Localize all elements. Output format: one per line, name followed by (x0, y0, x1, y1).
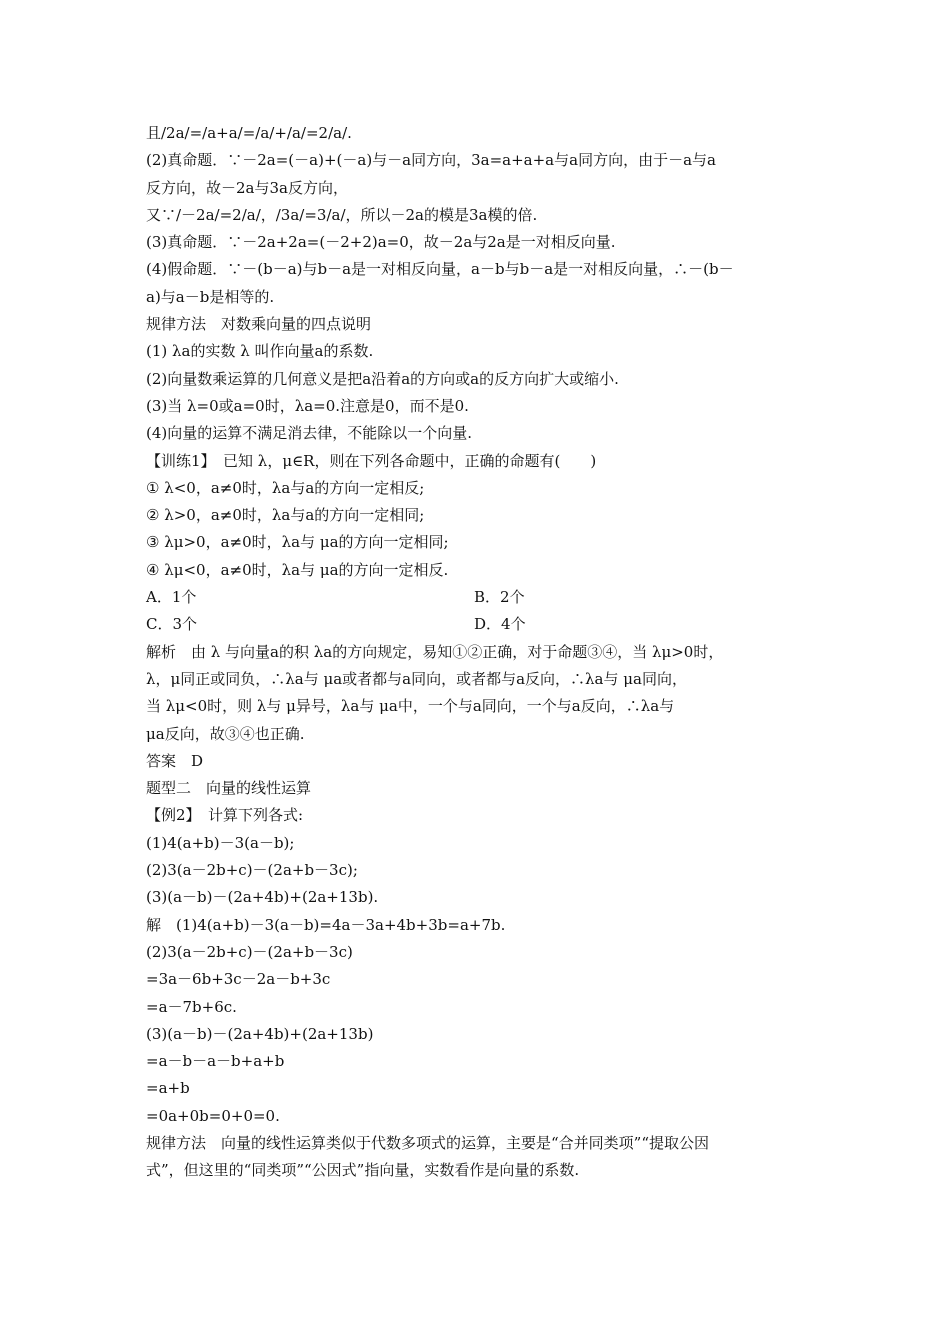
document-page (146, 120, 826, 1185)
option-c: C．3个 (146, 615, 198, 634)
text-line: λ，μ同正或同负，∴λa与 μa或者都与a同向，或者都与a反向，∴λa与 μa同向， (146, 669, 687, 688)
section-heading: 规律方法 对数乘向量的四点说明 (146, 315, 372, 334)
text-line: (1) λa的实数 λ 叫作向量a的系数. (146, 342, 374, 361)
text-line: (2)向量数乘运算的几何意义是把a沿着a的方向或a的反方向扩大或缩小. (146, 369, 619, 388)
option-b: B．2个 (474, 588, 525, 607)
text-line: (1)4(a+b)－3(a－b); (146, 833, 295, 852)
exercise-heading: 【训练1】 已知 λ，μ∈R，则在下列各命题中，正确的命题有( ) (146, 451, 597, 470)
text-line: (3)(a－b)－(2a+4b)+(2a+13b) (146, 1024, 374, 1043)
answer-options-row (146, 611, 826, 638)
text-line: 当 λμ<0时，则 λ与 μ异号，λa与 μa中，一个与a同向，一个与a反向，∴λa与 (146, 697, 675, 716)
text-line: 又∵/－2a/=2/a/，/3a/=3/a/，所以－2a的模是3a模的倍. (146, 205, 538, 224)
text-line: (3)真命题．∵－2a+2a=(－2+2)a=0，故－2a与2a是一对相反向量. (146, 233, 616, 252)
example-heading: 【例2】 计算下列各式: (146, 806, 304, 825)
answer-line: 答案 D (146, 751, 204, 770)
section-heading: 规律方法 向量的线性运算类似于代数多项式的运算，主要是“合并同类项”“提取公因 (146, 1133, 710, 1152)
text-line: =a－b－a－b+a+b (146, 1052, 285, 1071)
text-line: (2)3(a－2b+c)－(2a+b－3c); (146, 861, 358, 880)
proposition-item: ② λ>0，a≠0时，λa与a的方向一定相同; (146, 506, 425, 525)
text-line: 式”，但这里的“同类项”“公因式”指向量，实数看作是向量的系数. (146, 1161, 580, 1180)
text-line: =3a－6b+3c－2a－b+3c (146, 970, 331, 989)
text-line: (4)假命题．∵－(b－a)与b－a是一对相反向量，a－b与b－a是一对相反向量，∴－(b－ (146, 260, 734, 279)
answer-options-row (146, 584, 826, 611)
option-d: D．4个 (474, 615, 526, 634)
text-line: =0a+0b=0+0=0. (146, 1106, 280, 1125)
text-line: 解析 由 λ 与向量a的积 λa的方向规定，易知①②正确，对于命题③④，当 λμ>0时， (146, 642, 724, 661)
text-line: =a－7b+6c. (146, 997, 237, 1016)
text-line: =a+b (146, 1079, 190, 1098)
text-line: (2)真命题．∵－2a=(－a)+(－a)与－a同方向，3a=a+a+a与a同方向，由于－a与a (146, 151, 716, 170)
text-line: a)与a－b是相等的. (146, 287, 275, 306)
section-heading: 题型二 向量的线性运算 (146, 779, 312, 798)
text-line: 解 (1)4(a+b)－3(a－b)=4a－3a+4b+3b=a+7b. (146, 915, 506, 934)
text-line: (3)(a－b)－(2a+4b)+(2a+13b). (146, 888, 379, 907)
text-line: 反方向，故－2a与3a反方向， (146, 178, 348, 197)
proposition-item: ① λ<0，a≠0时，λa与a的方向一定相反; (146, 478, 425, 497)
text-line: μa反向，故③④也正确. (146, 724, 305, 743)
option-a: A．1个 (146, 588, 197, 607)
text-line: 且/2a/=/a+a/=/a/+/a/=2/a/. (146, 124, 352, 142)
text-line: (3)当 λ=0或a=0时，λa=0.注意是0，而不是0. (146, 396, 469, 415)
text-line: (4)向量的运算不满足消去律，不能除以一个向量. (146, 424, 473, 443)
text-line: (2)3(a－2b+c)－(2a+b－3c) (146, 942, 353, 961)
proposition-item: ④ λμ<0，a≠0时，λa与 μa的方向一定相反. (146, 560, 449, 579)
proposition-item: ③ λμ>0，a≠0时，λa与 μa的方向一定相同; (146, 533, 449, 552)
